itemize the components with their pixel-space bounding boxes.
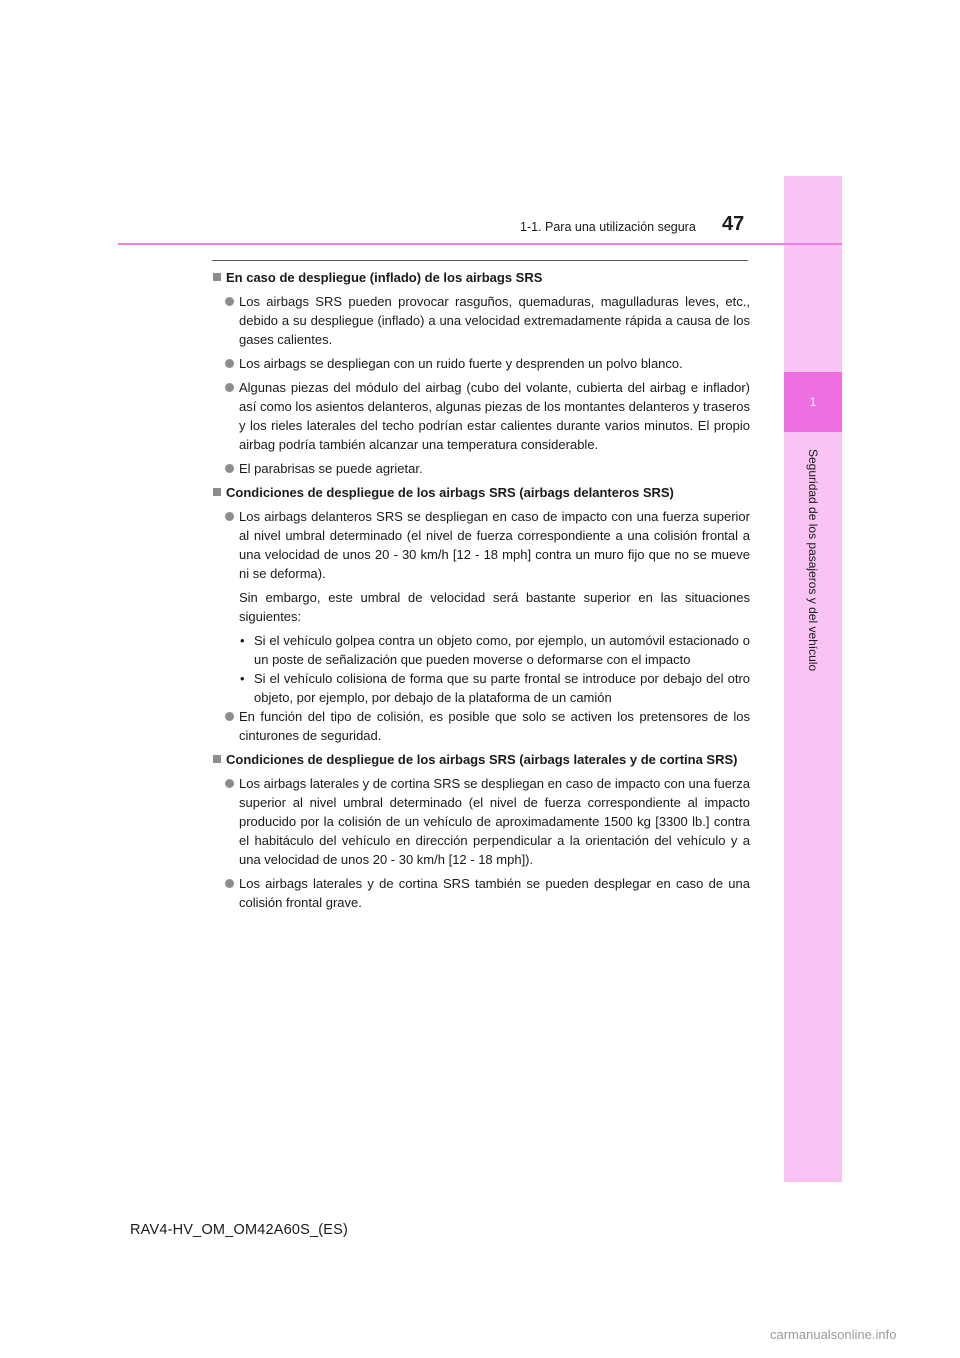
chapter-label: Seguridad de los pasajeros y del vehículo bbox=[806, 448, 820, 672]
sub-list-item: • Si el vehículo golpea contra un objeto como, por ejemplo, un automóvil estacionado o un poste de señalización que pueden moverse o deformarse con el impacto bbox=[240, 633, 750, 667]
page-content bbox=[212, 268, 750, 917]
chapter-number: 1 bbox=[784, 372, 842, 432]
round-bullet-icon bbox=[225, 779, 234, 788]
round-bullet-icon bbox=[225, 464, 234, 473]
round-bullet-icon bbox=[225, 297, 234, 306]
list-item: Los airbags delanteros SRS se despliegan en caso de impacto con una fuerza superior al nivel umbral determinado (el nivel de fuerza correspondiente a una colisión frontal a una velocidad de unos 20 - 30 km/h [12 - 18 mph] contra un muro fijo que no se mueve ni se deforma). bbox=[212, 507, 750, 583]
round-bullet-icon bbox=[225, 712, 234, 721]
watermark: carmanualsonline.info bbox=[770, 1327, 897, 1342]
list-item: Los airbags SRS pueden provocar rasguños, quemaduras, magulladuras leves, etc., debido a su despliegue (inflado) a una velocidad extremadamente rápida a causa de los gases calientes. bbox=[212, 292, 750, 349]
page-number: 47 bbox=[722, 213, 745, 235]
round-bullet-icon bbox=[225, 383, 234, 392]
round-bullet-icon bbox=[225, 512, 234, 521]
dot-bullet-icon: • bbox=[240, 633, 245, 648]
square-bullet-icon bbox=[213, 488, 221, 496]
dot-bullet-icon: • bbox=[240, 671, 245, 686]
round-bullet-icon bbox=[225, 879, 234, 888]
square-bullet-icon bbox=[213, 273, 221, 281]
section-heading: En caso de despliegue (inflado) de los airbags SRS bbox=[212, 268, 750, 287]
header-line bbox=[118, 243, 842, 245]
section-heading: Condiciones de despliegue de los airbags SRS (airbags delanteros SRS) bbox=[212, 483, 750, 502]
list-item: Los airbags se despliegan con un ruido fuerte y desprenden un polvo blanco. bbox=[212, 354, 750, 373]
list-item: Los airbags laterales y de cortina SRS también se pueden desplegar en caso de una colisión frontal grave. bbox=[212, 874, 750, 912]
sub-list bbox=[212, 631, 750, 707]
section-title: 1-1. Para una utilización segura bbox=[520, 220, 696, 234]
sub-list-item: • Si el vehículo colisiona de forma que su parte frontal se introduce por debajo del otro objeto, por ejemplo, por debajo de la plataforma de un camión bbox=[240, 671, 750, 705]
paragraph: Sin embargo, este umbral de velocidad será bastante superior en las situaciones siguientes: bbox=[239, 590, 750, 624]
round-bullet-icon bbox=[225, 359, 234, 368]
list-item: Algunas piezas del módulo del airbag (cubo del volante, cubierta del airbag e inflador) así como los asientos delanteros, algunas piezas de los montantes delanteros y traseros y los rieles laterales del techo podrían estar calientes durante varios minutos. El propio airbag podría también alcanzar una temperatura considerable. bbox=[212, 378, 750, 454]
list-item: El parabrisas se puede agrietar. bbox=[212, 459, 750, 478]
list-item: En función del tipo de colisión, es posible que solo se activen los pretensores de los cinturones de seguridad. bbox=[212, 707, 750, 745]
square-bullet-icon bbox=[213, 755, 221, 763]
document-code: RAV4-HV_OM_OM42A60S_(ES) bbox=[130, 1222, 349, 1238]
top-rule bbox=[212, 260, 748, 261]
section-heading: Condiciones de despliegue de los airbags SRS (airbags laterales y de cortina SRS) bbox=[212, 750, 750, 769]
list-item: Los airbags laterales y de cortina SRS se despliegan en caso de impacto con una fuerza superior al nivel umbral determinado (el nivel de fuerza correspondiente al impacto producido por la colisión de un vehículo de aproximadamente 1500 kg [3300 lb.] contra el habitáculo del vehículo en dirección perpendicular a la orientación del vehículo y a una velocidad de unos 20 - 30 km/h [12 - 18 mph]). bbox=[212, 774, 750, 869]
